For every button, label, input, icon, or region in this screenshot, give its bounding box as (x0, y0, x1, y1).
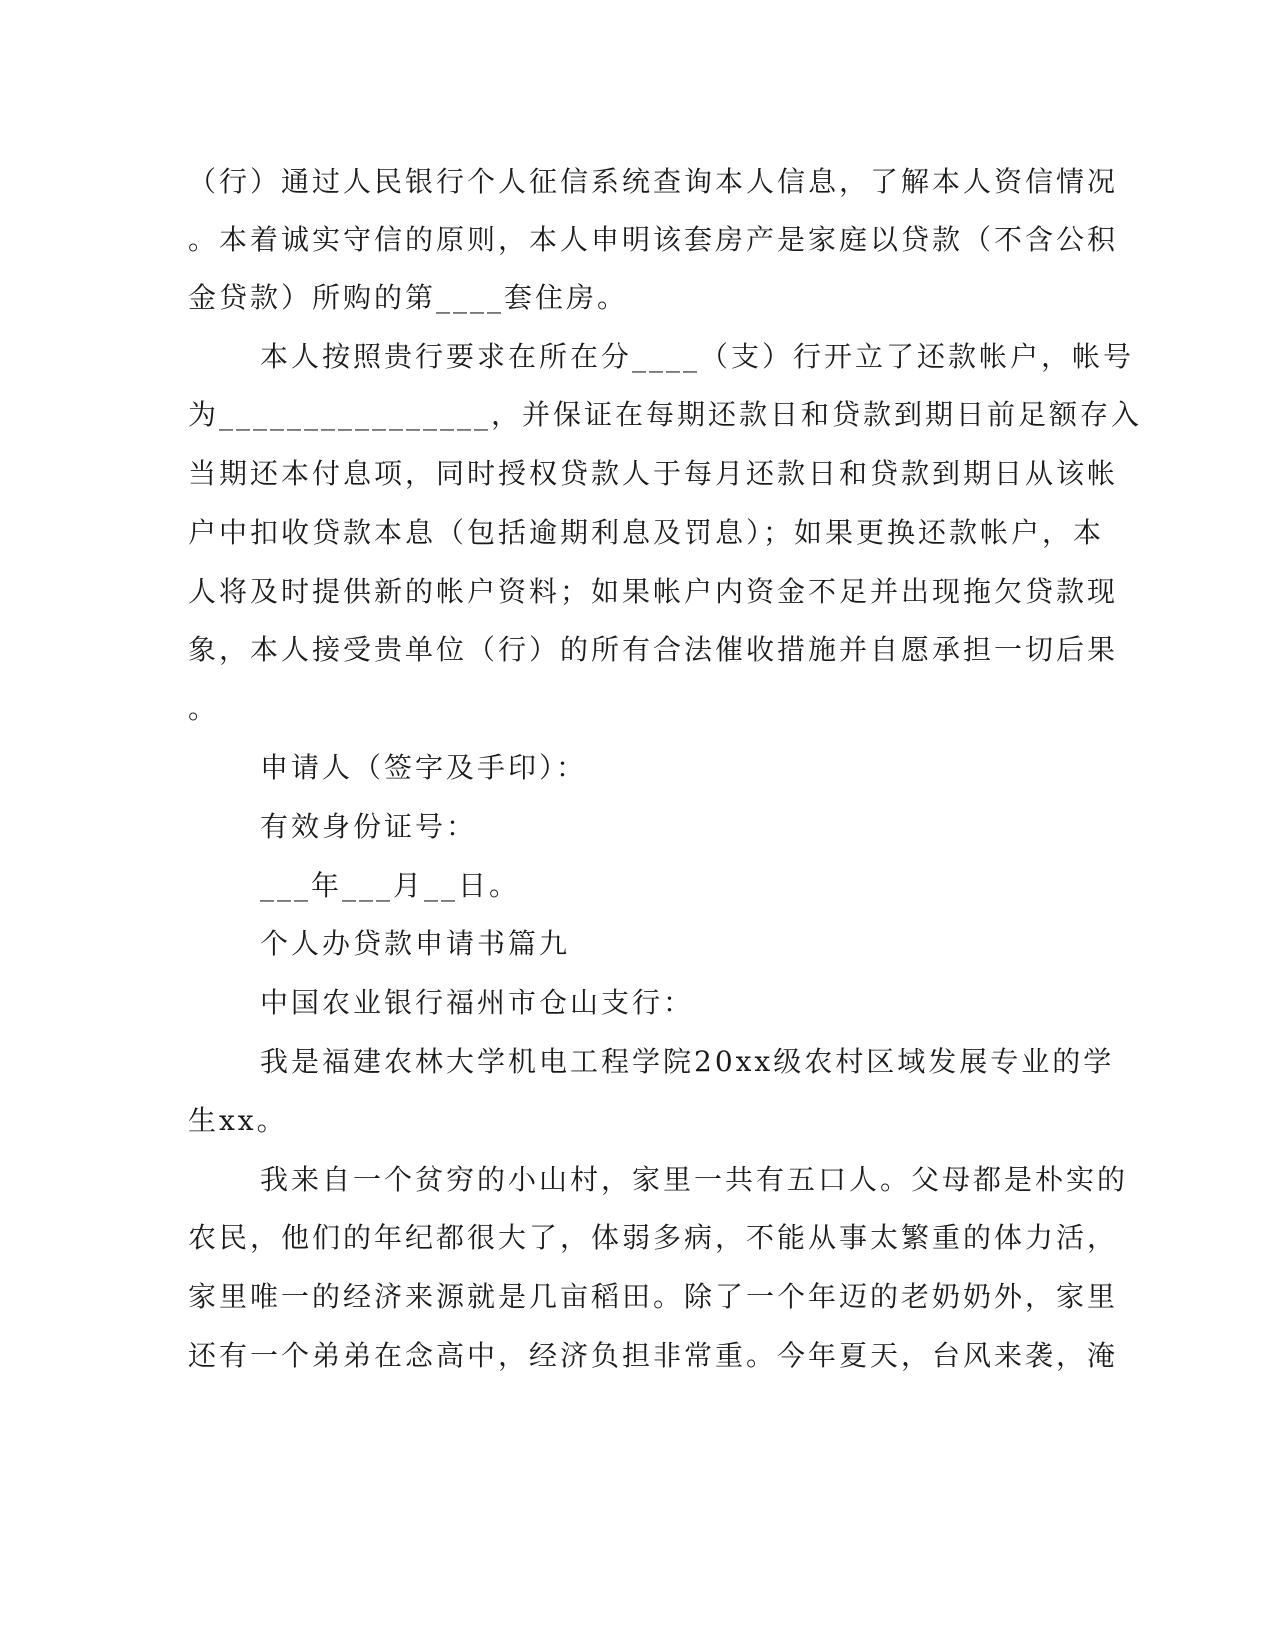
paragraph-line: 家里唯一的经济来源就是几亩稻田。除了一个年迈的老奶奶外，家里 (188, 1280, 1119, 1313)
date-line: ___年___月__日。 (260, 869, 521, 902)
paragraph-line: 本人按照贵行要求在所在分____（支）行开立了还款帐户，帐号 (260, 340, 1135, 373)
paragraph-line: 人将及时提供新的帐户资料；如果帐户内资金不足并出现拖欠贷款现 (188, 575, 1119, 608)
section-title: 个人办贷款申请书篇九 (260, 927, 571, 960)
paragraph-line: 生xx。 (188, 1104, 288, 1137)
paragraph-line: 我来自一个贫穷的小山村，家里一共有五口人。父母都是朴实的 (260, 1163, 1129, 1196)
paragraph-line: 。本着诚实守信的原则，本人申明该套房产是家庭以贷款（不含公积 (188, 223, 1119, 256)
letter-addressee: 中国农业银行福州市仓山支行： (260, 986, 695, 1019)
paragraph-line: 当期还本付息项，同时授权贷款人于每月还款日和贷款到期日从该帐 (188, 457, 1119, 490)
paragraph-line: 农民，他们的年纪都很大了，体弱多病，不能从事太繁重的体力活， (188, 1221, 1119, 1254)
paragraph-line: 我是福建农林大学机电工程学院20xx级农村区域发展专业的学 (260, 1045, 1115, 1078)
paragraph-line: （行）通过人民银行个人征信系统查询本人信息，了解本人资信情况 (188, 165, 1119, 198)
id-number-label: 有效身份证号： (260, 810, 478, 843)
paragraph-line: 户中扣收贷款本息（包括逾期利息及罚息）；如果更换还款帐户，本 (188, 516, 1105, 549)
paragraph-line: 。 (188, 692, 220, 725)
paragraph-line: 象，本人接受贵单位（行）的所有合法催收措施并自愿承担一切后果 (188, 633, 1119, 666)
paragraph-line: 还有一个弟弟在念高中，经济负担非常重。今年夏天，台风来袭，淹 (188, 1339, 1119, 1372)
applicant-signature-label: 申请人（签字及手印）： (260, 751, 588, 784)
paragraph-line: 为________________，并保证在每期还款日和贷款到期日前足额存入 (188, 398, 1143, 431)
paragraph-line: 金贷款）所购的第____套住房。 (188, 281, 629, 314)
